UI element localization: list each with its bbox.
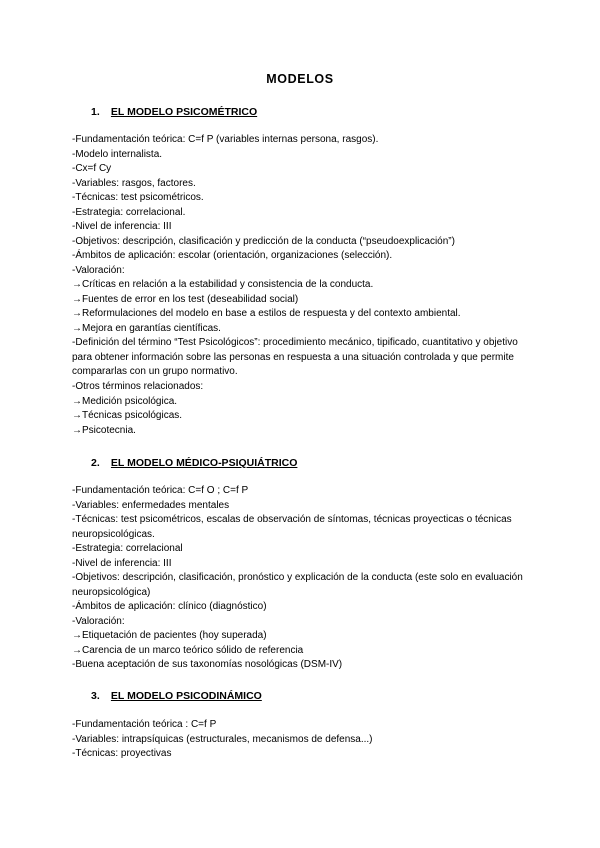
text-line: →Técnicas psicológicas. (72, 410, 183, 421)
section-title: EL MODELO PSICOMÉTRICO (110, 106, 258, 118)
tecnicas-paragraph: -Técnicas: test psicométricos, escalas de observación de síntomas, técnicas proyecticas o técnicas neuropsicológicas. (72, 514, 512, 540)
text-line: -Estrategia: correlacional (72, 543, 183, 554)
text-line: -Fundamentación teórica : C=f P (72, 719, 217, 730)
text-line: -Variables: enfermedades mentales (72, 499, 230, 511)
section-title: EL MODELO PSICODINÁMICO (110, 690, 262, 702)
objetivos-paragraph: -Objetivos: descripción, clasificación, pronóstico y explicación de la conducta (este solo en evaluación neuropsicológica) (72, 572, 523, 598)
text-line: -Técnicas: test psicométricos. (72, 192, 204, 203)
text-line: -Fundamentación teórica: C=f P (variables internas persona, rasgos). (72, 134, 379, 145)
text-line: -Objetivos: descripción, clasificación y predicción de la conducta (“pseudoexplicación”) (72, 235, 455, 247)
text-line: -Estrategia: correlacional. (72, 206, 186, 218)
text-line: -Ámbitos de aplicación: escolar (orientación, organizaciones (selección). (72, 250, 393, 261)
text-line: -Cx=f Cy (72, 163, 112, 174)
definition-paragraph: -Definición del término “Test Psicológicos”: procedimiento mecánico, tipificado, cuantitativo y objetivo para obtener información sobre las personas en respuesta a una situación controlada y que permite compararlas con un grupo normativo. (72, 337, 518, 377)
section-heading (91, 106, 257, 118)
text-line: -Nivel de inferencia: III (72, 221, 172, 232)
text-line: -Valoración: (72, 264, 125, 276)
text-line: →Reformulaciones del modelo en base a estilos de respuesta y del contexto ambiental. (72, 308, 461, 319)
section-number: 1. (91, 106, 100, 118)
section-heading (91, 690, 262, 702)
section-heading (91, 457, 297, 469)
section-title: EL MODELO MÉDICO-PSIQUIÁTRICO (110, 457, 298, 469)
text-line: -Fundamentación teórica: C=f O ; C=f P (72, 485, 249, 496)
text-line: →Críticas en relación a la estabilidad y consistencia de la conducta. (72, 279, 374, 290)
text-line: →Psicotecnia. (72, 424, 136, 436)
text-line: →Medición psicológica. (72, 395, 178, 407)
text-line: -Variables: intrapsíquicas (estructurales, mecanismos de defensa...) (72, 733, 373, 745)
text-line: →Carencia de un marco teórico sólido de referencia (72, 644, 304, 656)
text-line: →Fuentes de error en los test (deseabilidad social) (72, 293, 299, 305)
section-number: 3. (91, 690, 100, 702)
document-title: MODELOS (266, 72, 334, 86)
text-line: →Etiquetación de pacientes (hoy superada) (72, 630, 267, 641)
text-line: -Nivel de inferencia: III (72, 557, 172, 569)
text-line: →Mejora en garantías científicas. (72, 322, 221, 334)
text-line: -Ámbitos de aplicación: clínico (diagnóstico) (72, 601, 267, 612)
text-line: -Técnicas: proyectivas (72, 748, 172, 759)
text-line: -Modelo internalista. (72, 148, 163, 160)
text-line: -Buena aceptación de sus taxonomías nosológicas (DSM-IV) (72, 659, 343, 670)
text-line: -Variables: rasgos, factores. (72, 177, 196, 189)
section-number: 2. (91, 457, 100, 469)
text-line: -Valoración: (72, 615, 125, 627)
text-line: -Otros términos relacionados: (72, 381, 204, 392)
